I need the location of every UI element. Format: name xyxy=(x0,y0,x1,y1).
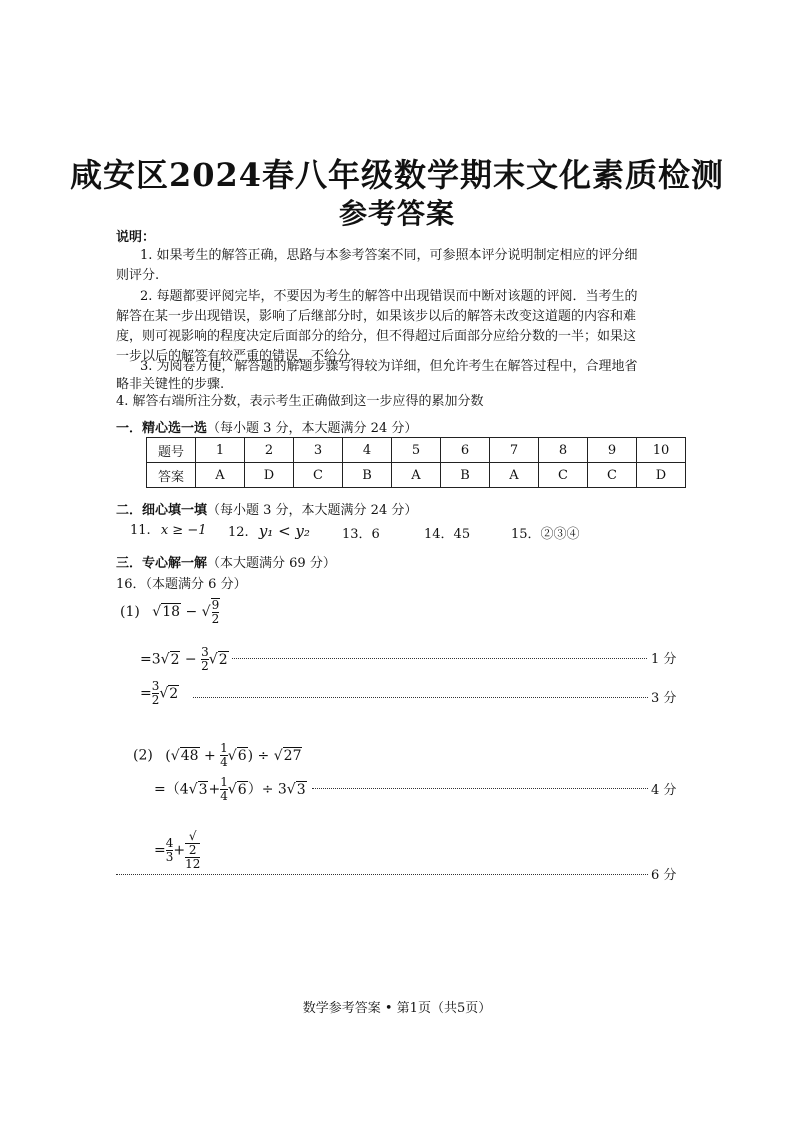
table-cell: C xyxy=(539,463,588,488)
table-cell: 9 xyxy=(588,438,637,463)
section-3-label: 三．专心解一解 xyxy=(116,556,208,571)
note-2b: 解答在某一步出现错误，影响了后继部分时，如果该步以后的解答未改变这道题的内容和难 xyxy=(116,309,637,324)
q14: 14．45 xyxy=(424,527,471,542)
table-cell: D xyxy=(245,463,294,488)
row-label-number: 题号 xyxy=(147,438,196,463)
table-cell: 7 xyxy=(490,438,539,463)
table-row xyxy=(147,438,686,463)
note-2c: 度，则可视影响的程度决定后面部分的给分，但不得超过后面部分应给分数的一半；如果这 xyxy=(116,329,637,344)
dotted-leader xyxy=(312,788,648,789)
note-2d: 一步以后的解答有较严重的错误，不给分. xyxy=(116,349,355,364)
q12-answer: y₁ < y₂ xyxy=(258,522,310,540)
table-cell: 2 xyxy=(245,438,294,463)
table-cell: B xyxy=(343,463,392,488)
section-3-info: （本大题满分 69 分） xyxy=(207,556,336,571)
page-subtitle: 参考答案 xyxy=(338,197,455,230)
table-cell: 5 xyxy=(392,438,441,463)
note-1a: 1. 如果考生的解答正确，思路与本参考答案不同，可参照本评分说明制定相应的评分细 xyxy=(140,248,638,263)
dotted-leader xyxy=(232,658,647,659)
table-row xyxy=(147,463,686,488)
notes-heading: 说明： xyxy=(116,230,156,245)
row-label-answer: 答案 xyxy=(147,463,196,488)
q16-2-label: (2) xyxy=(133,747,153,764)
q11 xyxy=(130,523,206,538)
q13: 13．6 xyxy=(342,527,380,542)
q12 xyxy=(228,522,310,540)
section-2-heading xyxy=(116,499,417,518)
note-1b: 则评分. xyxy=(116,268,160,283)
q11-number: 11. xyxy=(130,523,151,538)
score-6: 6 分 xyxy=(651,868,677,883)
table-cell: A xyxy=(392,463,441,488)
table-cell: 6 xyxy=(441,438,490,463)
table-cell: B xyxy=(441,463,490,488)
q16-1-step2: = $\frac{3}{2}$ √2 xyxy=(140,679,179,707)
dotted-leader xyxy=(116,874,648,875)
q16-2-expression: (2) (√48 + $\frac{1}{4}$ √6) ÷ √27 xyxy=(133,741,302,769)
page-title: 咸安区2024春八年级数学期末文化素质检测 xyxy=(69,156,725,194)
table-cell: 8 xyxy=(539,438,588,463)
q16-1-expression: (1) √18 − √ $\frac{9}{2}$ xyxy=(120,598,220,626)
q15: 15．②③④ xyxy=(511,527,580,542)
table-cell: A xyxy=(196,463,245,488)
table-cell: A xyxy=(490,463,539,488)
q16-1-step1: =3√2 − $\frac{3}{2}$ √2 xyxy=(140,645,228,673)
section-1-info: （每小题 3 分，本大题满分 24 分） xyxy=(207,421,418,436)
table-cell: 10 xyxy=(637,438,686,463)
score-3: 3 分 xyxy=(651,691,677,706)
note-3b: 略非关键性的步骤. xyxy=(116,377,225,392)
q16-2-step1: =（4√3+ $\frac{1}{4}$ √6）÷ 3√3 xyxy=(154,775,306,803)
section-3-heading xyxy=(116,552,336,571)
q16-header: 16．（本题满分 6 分） xyxy=(116,577,247,592)
table-cell: 3 xyxy=(294,438,343,463)
note-2a: 2. 每题都要评阅完毕，不要因为考生的解答中出现错误而中断对该题的评阅．当考生的 xyxy=(140,289,638,304)
section-2-label: 二．细心填一填 xyxy=(116,503,208,518)
table-cell: 1 xyxy=(196,438,245,463)
section-2-info: （每小题 3 分，本大题满分 24 分） xyxy=(207,503,418,518)
q12-number: 12. xyxy=(228,525,249,540)
section-1-label: 一．精心选一选 xyxy=(116,421,208,436)
q16-2-step2: = $\frac{4}{3}$ + √ 2 12 xyxy=(154,829,201,871)
table-cell: C xyxy=(294,463,343,488)
dotted-leader xyxy=(193,697,648,698)
table-cell: 4 xyxy=(343,438,392,463)
score-4: 4 分 xyxy=(651,783,677,798)
page-footer: 数学参考答案 • 第1页（共5页） xyxy=(302,1001,492,1016)
q11-answer: x ≥ −1 xyxy=(160,523,207,538)
table-cell: D xyxy=(637,463,686,488)
score-1: 1 分 xyxy=(651,652,677,667)
note-3a: 3. 为阅卷方便，解答题的解题步骤写得较为详细，但允许考生在解答过程中，合理地省 xyxy=(140,359,638,374)
table-cell: C xyxy=(588,463,637,488)
note-4: 4. 解答右端所注分数，表示考生正确做到这一步应得的累加分数 xyxy=(116,394,484,409)
answer-table xyxy=(146,437,686,488)
section-1-heading xyxy=(116,417,417,436)
q16-1-label: (1) xyxy=(120,604,140,620)
